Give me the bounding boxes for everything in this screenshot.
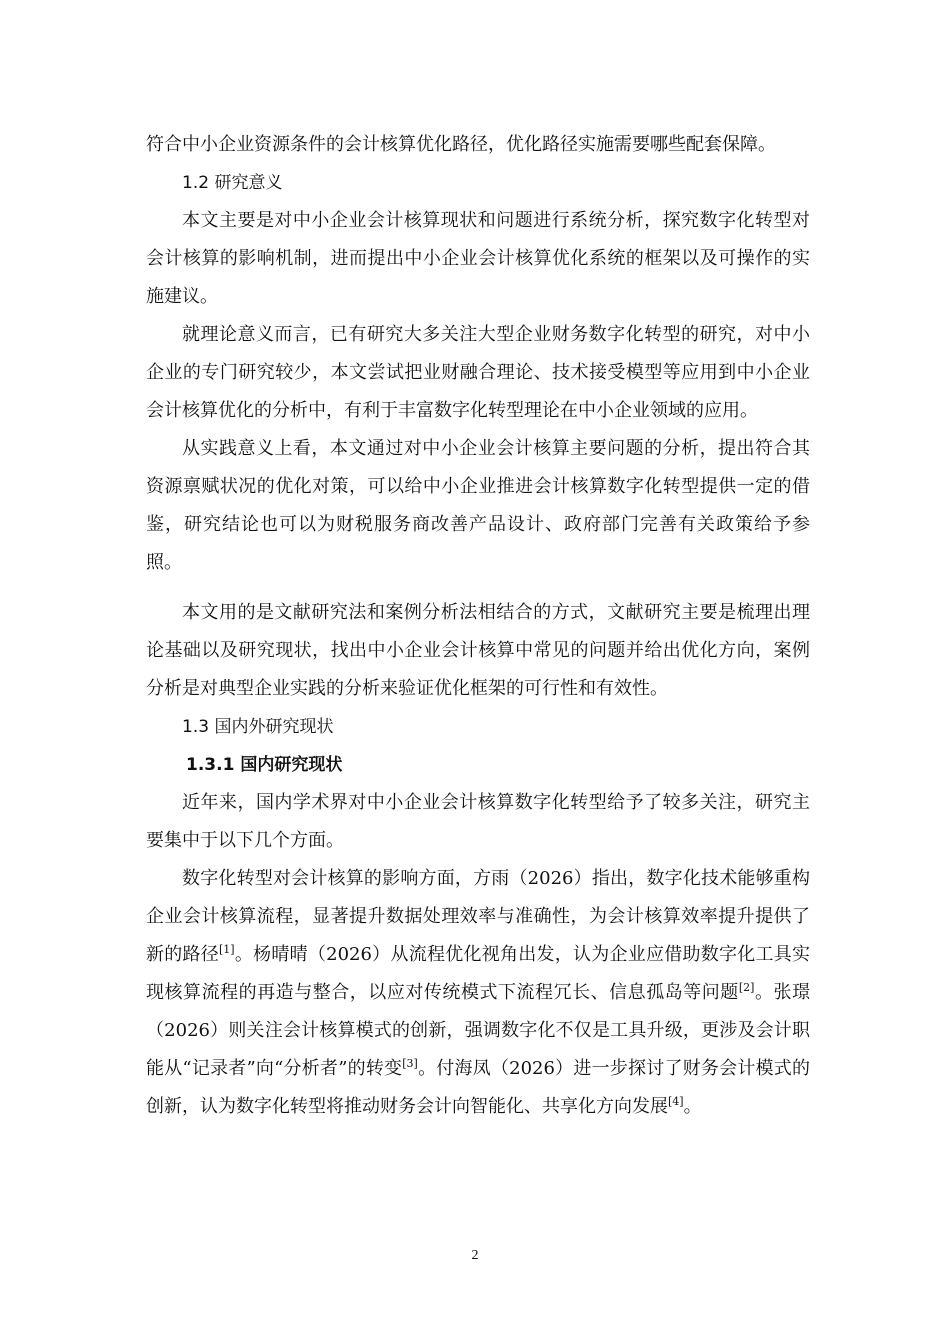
- section-heading-1-3: 1.3 国内外研究现状: [182, 717, 334, 737]
- document-page: [146, 126, 810, 1126]
- paragraph-research-significance-1: 本文主要是对中小企业会计核算现状和问题进行系统分析，探究数字化转型对会计核算的影响机制，进而提出中小企业会计核算优化系统的框架以及可操作的实施建议。: [146, 210, 810, 307]
- citation-ref-2: [2]: [738, 981, 755, 994]
- text-segment: 数字化转型对会计核算的影响方面，方雨（2026）指出，数字化技术能够重构企业会计核算流程，显著提升数据处理效率与准确性，为会计核算效率提升提供了新的路径: [146, 868, 810, 965]
- continuation-paragraph: 符合中小企业资源条件的会计核算优化路径，优化路径实施需要哪些配套保障。: [146, 134, 776, 155]
- paragraph-domestic-research-detail: [146, 860, 810, 1126]
- subsection-heading-1-3-1: 1.3.1 国内研究现状: [186, 755, 343, 775]
- citation-ref-4: [4]: [668, 1095, 684, 1108]
- text-segment: 。: [683, 1096, 702, 1117]
- paragraph-research-significance-2: 就理论意义而言，已有研究大多关注大型企业财务数字化转型的研究，对中小企业的专门研究较少，本文尝试把业财融合理论、技术接受模型等应用到中小企业会计核算优化的分析中，有利于丰富数字化转型理论在中小企业领域的应用。: [146, 324, 810, 421]
- text-segment: 。杨晴晴（2026）从流程优化视角出发，认为企业应借助数字化工具实现核算流程的再造与整合，以应对传统模式下流程冗长、信息孤岛等问题: [146, 944, 810, 1003]
- section-heading-1-2: 1.2 研究意义: [182, 173, 283, 193]
- citation-ref-1: [1]: [219, 943, 235, 956]
- paragraph-domestic-research-intro: 近年来，国内学术界对中小企业会计核算数字化转型给予了较多关注，研究主要集中于以下几个方面。: [146, 792, 810, 851]
- paragraph-research-methods: 本文用的是文献研究法和案例分析法相结合的方式，文献研究主要是梳理出理论基础以及研究现状，找出中小企业会计核算中常见的问题并给出优化方向，案例分析是对典型企业实践的分析来验证优化框架的可行性和有效性。: [146, 602, 810, 699]
- citation-ref-3: [3]: [402, 1057, 418, 1070]
- page-number: 2: [471, 1248, 479, 1263]
- text-segment: 。张璟（2026）则关注会计核算模式的创新，强调数字化不仅是工具升级，更涉及会计职能从“记录者”向“分析者”的转变: [146, 982, 810, 1079]
- text-segment: 。付海凤（2026）进一步探讨了财务会计模式的创新，认为数字化转型将推动财务会计向智能化、共享化方向发展: [146, 1058, 810, 1117]
- paragraph-research-significance-3: 从实践意义上看，本文通过对中小企业会计核算主要问题的分析，提出符合其资源禀赋状况的优化对策，可以给中小企业推进会计核算数字化转型提供一定的借鉴，研究结论也可以为财税服务商改善产品设计、政府部门完善有关政策给予参照。: [146, 438, 810, 573]
- paragraph-gap: [146, 582, 810, 594]
